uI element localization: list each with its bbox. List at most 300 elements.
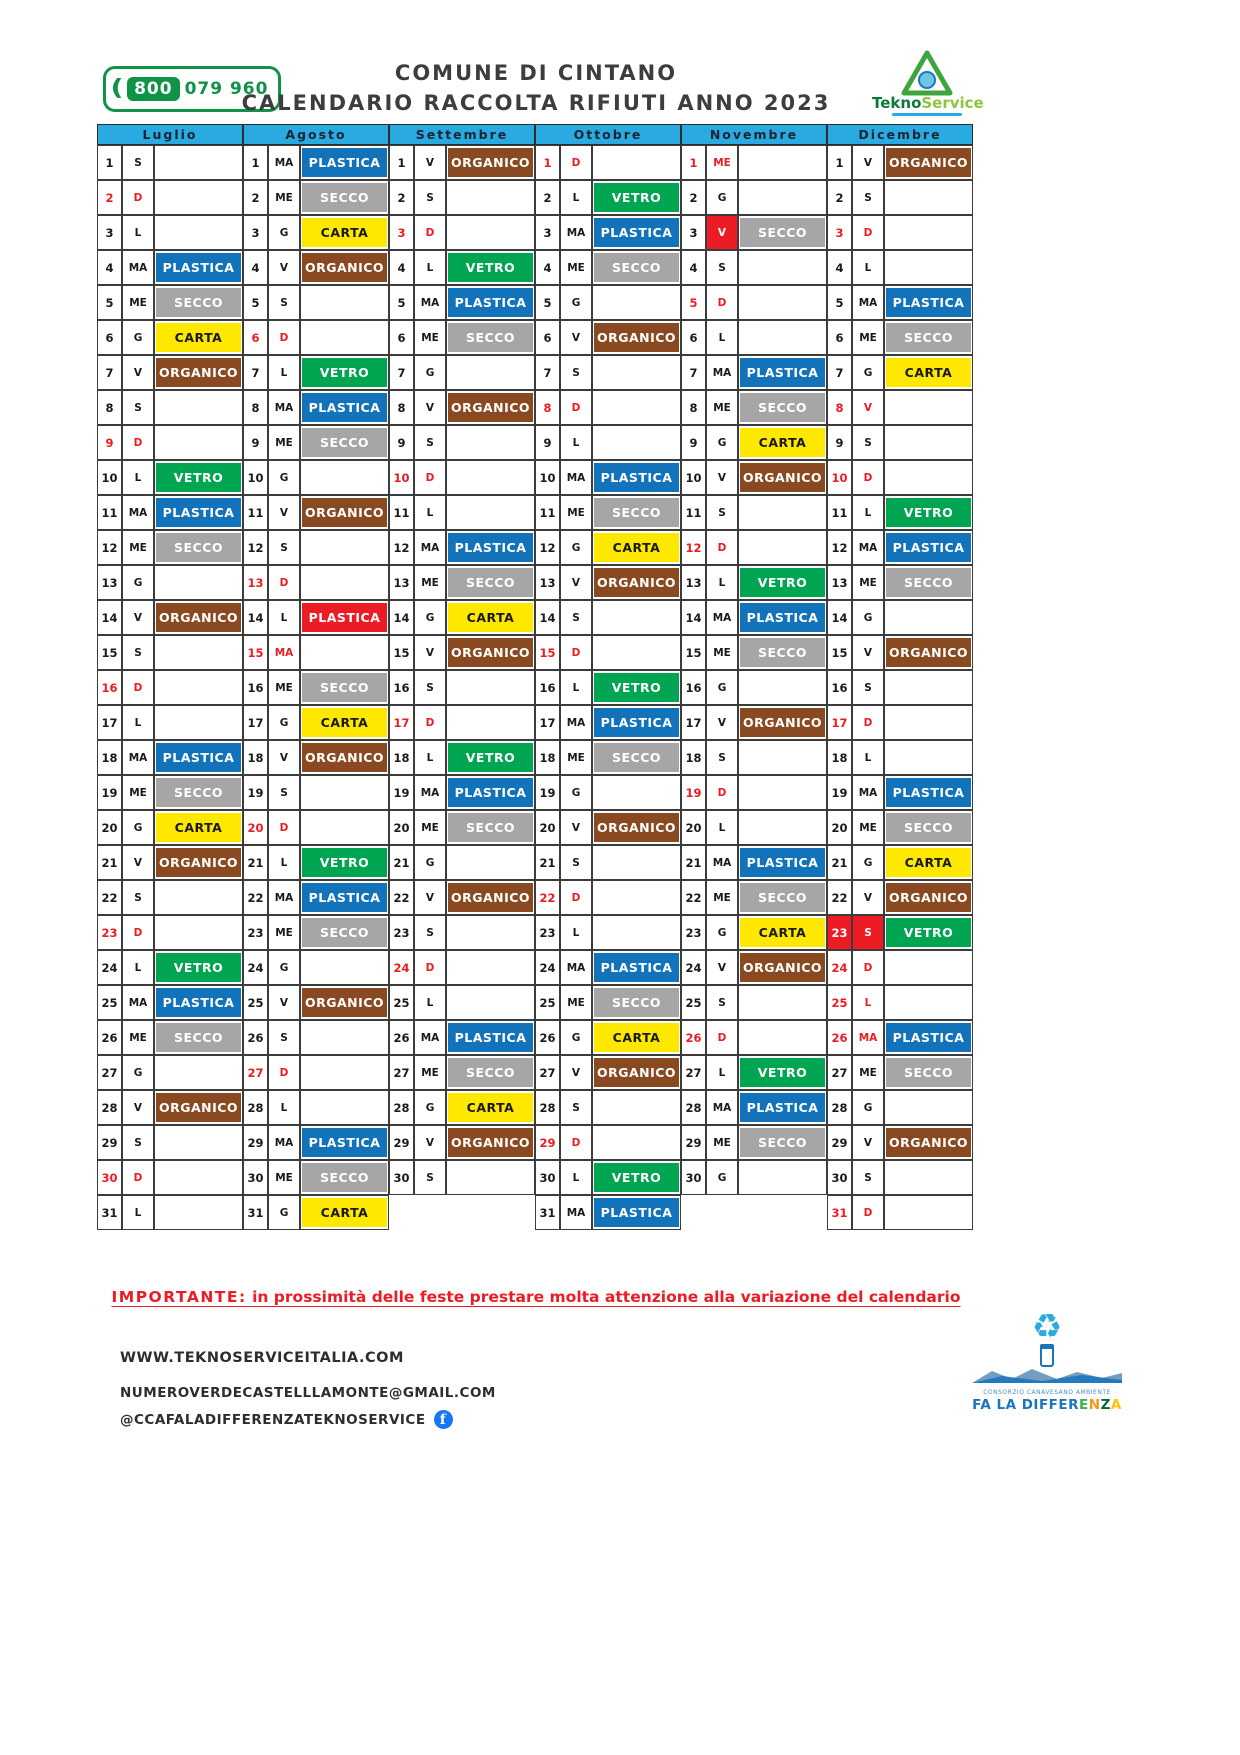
waste-cell: [592, 390, 681, 425]
waste-tag: CARTA: [740, 428, 825, 457]
waste-cell: [592, 565, 681, 600]
day-abbr-cell: D: [414, 460, 446, 495]
day-abbr-cell: G: [706, 1160, 738, 1195]
waste-cell: [154, 1055, 243, 1090]
day-abbr-cell: S: [414, 1160, 446, 1195]
day-abbr-cell: G: [560, 530, 592, 565]
waste-cell: [154, 670, 243, 705]
day-number-cell: 8: [389, 390, 414, 425]
day-number-cell: 2: [535, 180, 560, 215]
day-number-cell: 29: [97, 1125, 122, 1160]
waste-cell: [446, 880, 535, 915]
waste-cell: [154, 705, 243, 740]
day-abbr-cell: ME: [560, 985, 592, 1020]
waste-cell: [738, 915, 827, 950]
day-abbr-cell: G: [706, 915, 738, 950]
waste-cell: [738, 1090, 827, 1125]
day-number-cell: 14: [243, 600, 268, 635]
day-abbr-cell: MA: [268, 390, 300, 425]
cca-z: Z: [1100, 1397, 1111, 1413]
waste-tag: SECCO: [156, 288, 241, 317]
day-abbr-cell: MA: [268, 635, 300, 670]
waste-cell: [738, 285, 827, 320]
waste-tag: SECCO: [156, 1023, 241, 1052]
day-abbr-cell: G: [414, 845, 446, 880]
day-number-cell: 18: [535, 740, 560, 775]
waste-tag: ORGANICO: [302, 743, 387, 772]
day-number-cell: 19: [389, 775, 414, 810]
day-number-cell: 23: [97, 915, 122, 950]
day-abbr-cell: MA: [122, 740, 154, 775]
day-abbr-cell: D: [414, 950, 446, 985]
day-number-cell: 22: [681, 880, 706, 915]
day-number-cell: 25: [535, 985, 560, 1020]
day-abbr-cell: ME: [414, 1055, 446, 1090]
waste-cell: [738, 460, 827, 495]
day-number-cell: 2: [389, 180, 414, 215]
day-abbr-cell: S: [560, 1090, 592, 1125]
day-number-cell: 7: [681, 355, 706, 390]
day-number-cell: 24: [243, 950, 268, 985]
day-abbr-cell: ME: [268, 915, 300, 950]
waste-tag: CARTA: [156, 323, 241, 352]
waste-tag: ORGANICO: [886, 883, 971, 912]
waste-cell: [446, 1020, 535, 1055]
day-number-cell: 21: [535, 845, 560, 880]
day-abbr-cell: G: [268, 215, 300, 250]
day-number-cell: 28: [243, 1090, 268, 1125]
month-column: [681, 124, 827, 1230]
day-abbr-cell: V: [706, 460, 738, 495]
day-abbr-cell: MA: [122, 985, 154, 1020]
day-abbr-cell: L: [852, 250, 884, 285]
cca-e: E: [1079, 1397, 1089, 1413]
day-number-cell: 9: [97, 425, 122, 460]
waste-cell: [884, 810, 973, 845]
day-abbr-cell: D: [706, 1020, 738, 1055]
waste-cell: [154, 1125, 243, 1160]
day-abbr-cell: MA: [268, 880, 300, 915]
day-number-cell: 24: [827, 950, 852, 985]
day-number-cell: 31: [243, 1195, 268, 1230]
day-abbr-cell: S: [414, 670, 446, 705]
cca-a: A: [1110, 1397, 1122, 1413]
waste-cell: [592, 985, 681, 1020]
waste-cell: [446, 845, 535, 880]
day-number-cell: 6: [681, 320, 706, 355]
day-number-cell: 15: [243, 635, 268, 670]
waste-cell: [884, 880, 973, 915]
month-grid: [827, 145, 973, 1230]
day-abbr-cell: V: [122, 1090, 154, 1125]
month-grid: [97, 145, 243, 1230]
waste-tag: ORGANICO: [302, 498, 387, 527]
waste-cell: [300, 495, 389, 530]
waste-tag: PLASTICA: [740, 848, 825, 877]
day-abbr-cell: V: [706, 950, 738, 985]
day-abbr-cell: D: [414, 705, 446, 740]
day-number-cell: 22: [535, 880, 560, 915]
day-abbr-cell: G: [122, 565, 154, 600]
waste-cell: [884, 1055, 973, 1090]
day-number-cell: 28: [535, 1090, 560, 1125]
day-abbr-cell: V: [414, 390, 446, 425]
waste-cell: [300, 320, 389, 355]
day-number-cell: 9: [243, 425, 268, 460]
day-number-cell: 13: [243, 565, 268, 600]
day-abbr-cell: V: [414, 145, 446, 180]
day-number-cell: 23: [243, 915, 268, 950]
day-number-cell: 9: [535, 425, 560, 460]
waste-cell: [300, 1090, 389, 1125]
waste-cell: [446, 250, 535, 285]
day-number-cell: 29: [535, 1125, 560, 1160]
day-number-cell: 1: [243, 145, 268, 180]
waste-cell: [446, 215, 535, 250]
day-abbr-cell: G: [560, 775, 592, 810]
importante-warning: [97, 1288, 975, 1306]
brand-light: Service: [921, 94, 984, 112]
day-abbr-cell: L: [268, 355, 300, 390]
waste-cell: [884, 250, 973, 285]
waste-cell: [592, 250, 681, 285]
waste-tag: VETRO: [886, 498, 971, 527]
waste-cell: [300, 810, 389, 845]
day-abbr-cell: D: [852, 460, 884, 495]
waste-cell: [446, 600, 535, 635]
day-abbr-cell: ME: [706, 880, 738, 915]
day-abbr-cell: L: [122, 950, 154, 985]
day-abbr-cell: G: [414, 1090, 446, 1125]
day-number-cell: 26: [97, 1020, 122, 1055]
waste-tag: ORGANICO: [156, 358, 241, 387]
day-abbr-cell: ME: [414, 810, 446, 845]
waste-cell: [884, 845, 973, 880]
waste-tag: ORGANICO: [886, 148, 971, 177]
waste-tag: PLASTICA: [156, 988, 241, 1017]
day-number-cell: 10: [827, 460, 852, 495]
waste-tag: VETRO: [740, 1058, 825, 1087]
waste-tag: VETRO: [594, 1163, 679, 1192]
day-abbr-cell: L: [414, 740, 446, 775]
waste-cell: [592, 1160, 681, 1195]
waste-tag: SECCO: [448, 813, 533, 842]
brand-bold: Tekno: [872, 94, 922, 112]
day-number-cell: 5: [389, 285, 414, 320]
day-abbr-cell: V: [414, 880, 446, 915]
waste-cell: [154, 425, 243, 460]
day-abbr-cell: D: [122, 180, 154, 215]
waste-tag: PLASTICA: [740, 358, 825, 387]
waste-cell: [884, 1090, 973, 1125]
day-abbr-cell: ME: [560, 740, 592, 775]
waste-cell: [884, 670, 973, 705]
waste-cell: [446, 985, 535, 1020]
day-number-cell: 17: [97, 705, 122, 740]
waste-cell: [592, 740, 681, 775]
waste-cell: [300, 670, 389, 705]
waste-cell: [154, 635, 243, 670]
day-abbr-cell: G: [706, 670, 738, 705]
waste-tag: PLASTICA: [448, 288, 533, 317]
day-number-cell: 25: [827, 985, 852, 1020]
day-number-cell: 23: [535, 915, 560, 950]
day-number-cell: 29: [243, 1125, 268, 1160]
day-number-cell: 18: [827, 740, 852, 775]
day-abbr-cell: D: [706, 530, 738, 565]
day-abbr-cell: G: [122, 810, 154, 845]
day-number-cell: 31: [535, 1195, 560, 1230]
day-number-cell: 5: [535, 285, 560, 320]
day-abbr-cell: L: [852, 985, 884, 1020]
day-abbr-cell: L: [560, 670, 592, 705]
month-grid: [389, 145, 535, 1195]
waste-cell: [446, 425, 535, 460]
day-number-cell: 8: [681, 390, 706, 425]
day-number-cell: 2: [681, 180, 706, 215]
waste-cell: [592, 670, 681, 705]
day-abbr-cell: V: [706, 705, 738, 740]
waste-tag: VETRO: [740, 568, 825, 597]
waste-tag: CARTA: [594, 533, 679, 562]
waste-cell: [154, 1020, 243, 1055]
waste-cell: [154, 985, 243, 1020]
waste-cell: [738, 1020, 827, 1055]
waste-cell: [738, 845, 827, 880]
day-abbr-cell: D: [122, 425, 154, 460]
day-number-cell: 11: [243, 495, 268, 530]
day-number-cell: 11: [535, 495, 560, 530]
day-number-cell: 21: [243, 845, 268, 880]
day-number-cell: 8: [243, 390, 268, 425]
day-abbr-cell: MA: [706, 845, 738, 880]
day-number-cell: 1: [827, 145, 852, 180]
waste-cell: [884, 740, 973, 775]
day-number-cell: 21: [389, 845, 414, 880]
day-number-cell: 16: [827, 670, 852, 705]
waste-cell: [592, 180, 681, 215]
waste-tag: SECCO: [740, 1128, 825, 1157]
waste-cell: [154, 215, 243, 250]
day-abbr-cell: S: [122, 390, 154, 425]
teknoservice-wordmark: [872, 96, 982, 111]
day-abbr-cell: MA: [852, 530, 884, 565]
day-number-cell: 19: [243, 775, 268, 810]
day-number-cell: 9: [827, 425, 852, 460]
day-number-cell: 10: [535, 460, 560, 495]
month-header: Ottobre: [535, 124, 681, 145]
day-abbr-cell: G: [268, 950, 300, 985]
waste-cell: [884, 705, 973, 740]
waste-tag: SECCO: [886, 1058, 971, 1087]
day-abbr-cell: L: [268, 845, 300, 880]
day-number-cell: 2: [827, 180, 852, 215]
website-link: WWW.TEKNOSERVICEITALIA.COM: [120, 1350, 404, 1366]
day-number-cell: 25: [243, 985, 268, 1020]
waste-cell: [154, 880, 243, 915]
day-abbr-cell: ME: [852, 565, 884, 600]
day-abbr-cell: S: [268, 285, 300, 320]
waste-cell: [446, 775, 535, 810]
day-number-cell: 12: [389, 530, 414, 565]
waste-cell: [300, 460, 389, 495]
waste-cell: [884, 915, 973, 950]
day-abbr-cell: S: [560, 845, 592, 880]
day-number-cell: 10: [389, 460, 414, 495]
waste-cell: [738, 180, 827, 215]
day-abbr-cell: MA: [560, 950, 592, 985]
waste-tag: PLASTICA: [594, 708, 679, 737]
waste-tag: SECCO: [156, 778, 241, 807]
day-abbr-cell: L: [122, 705, 154, 740]
day-abbr-cell: V: [268, 985, 300, 1020]
day-number-cell: 21: [97, 845, 122, 880]
month-header: Settembre: [389, 124, 535, 145]
day-abbr-cell: ME: [706, 1125, 738, 1160]
waste-cell: [446, 145, 535, 180]
day-number-cell: 4: [535, 250, 560, 285]
waste-cell: [300, 740, 389, 775]
day-abbr-cell: S: [122, 1125, 154, 1160]
waste-tag: ORGANICO: [448, 393, 533, 422]
day-number-cell: 1: [681, 145, 706, 180]
day-number-cell: 10: [681, 460, 706, 495]
month-column: [97, 124, 243, 1230]
waste-tag: SECCO: [448, 568, 533, 597]
day-number-cell: 7: [97, 355, 122, 390]
day-number-cell: 27: [535, 1055, 560, 1090]
day-abbr-cell: D: [560, 390, 592, 425]
day-number-cell: 20: [97, 810, 122, 845]
waste-tag: CARTA: [886, 358, 971, 387]
waste-tag: SECCO: [886, 323, 971, 352]
waste-cell: [738, 320, 827, 355]
day-abbr-cell: MA: [852, 285, 884, 320]
waste-cell: [154, 600, 243, 635]
waste-cell: [738, 390, 827, 425]
day-abbr-cell: L: [414, 495, 446, 530]
waste-cell: [446, 705, 535, 740]
cca-n: N: [1088, 1397, 1101, 1413]
month-header: Dicembre: [827, 124, 973, 145]
day-number-cell: 15: [681, 635, 706, 670]
day-abbr-cell: G: [414, 355, 446, 390]
day-number-cell: 20: [681, 810, 706, 845]
waste-cell: [884, 355, 973, 390]
waste-cell: [738, 355, 827, 390]
day-number-cell: 22: [97, 880, 122, 915]
waste-tag: VETRO: [594, 183, 679, 212]
waste-tag: VETRO: [156, 463, 241, 492]
waste-cell: [446, 915, 535, 950]
day-number-cell: 28: [389, 1090, 414, 1125]
recycle-arrows-icon: ♻: [1031, 1307, 1063, 1347]
day-abbr-cell: G: [852, 845, 884, 880]
month-grid: [243, 145, 389, 1230]
waste-tag: ORGANICO: [156, 603, 241, 632]
waste-cell: [446, 355, 535, 390]
day-number-cell: 19: [97, 775, 122, 810]
day-number-cell: 14: [681, 600, 706, 635]
waste-tag: CARTA: [448, 1093, 533, 1122]
day-abbr-cell: V: [560, 565, 592, 600]
day-abbr-cell: MA: [560, 460, 592, 495]
day-abbr-cell: S: [122, 635, 154, 670]
day-abbr-cell: ME: [414, 320, 446, 355]
waste-cell: [446, 460, 535, 495]
day-number-cell: 8: [827, 390, 852, 425]
day-abbr-cell: D: [268, 565, 300, 600]
day-abbr-cell: D: [560, 1125, 592, 1160]
day-number-cell: 3: [681, 215, 706, 250]
waste-cell: [300, 285, 389, 320]
day-number-cell: 22: [389, 880, 414, 915]
day-abbr-cell: S: [122, 880, 154, 915]
day-abbr-cell: S: [268, 530, 300, 565]
waste-cell: [154, 390, 243, 425]
day-abbr-cell: S: [852, 1160, 884, 1195]
day-number-cell: 20: [535, 810, 560, 845]
day-abbr-cell: G: [268, 1195, 300, 1230]
day-number-cell: 1: [535, 145, 560, 180]
month-header: Agosto: [243, 124, 389, 145]
day-number-cell: 28: [827, 1090, 852, 1125]
waste-tag: PLASTICA: [302, 603, 387, 632]
day-number-cell: 24: [681, 950, 706, 985]
waste-tag: ORGANICO: [740, 708, 825, 737]
waste-tag: SECCO: [740, 638, 825, 667]
waste-cell: [446, 635, 535, 670]
day-number-cell: 24: [535, 950, 560, 985]
month-column: [535, 124, 681, 1230]
day-abbr-cell: L: [268, 1090, 300, 1125]
day-number-cell: 31: [97, 1195, 122, 1230]
waste-tag: SECCO: [740, 393, 825, 422]
waste-tag: ORGANICO: [448, 883, 533, 912]
waste-tag: ORGANICO: [594, 568, 679, 597]
day-number-cell: 22: [243, 880, 268, 915]
waste-tag: ORGANICO: [156, 848, 241, 877]
waste-cell: [154, 355, 243, 390]
waste-tag: PLASTICA: [156, 253, 241, 282]
day-number-cell: 17: [535, 705, 560, 740]
day-abbr-cell: ME: [706, 635, 738, 670]
waste-cell: [884, 180, 973, 215]
waste-cell: [446, 740, 535, 775]
waste-cell: [592, 285, 681, 320]
waste-cell: [884, 565, 973, 600]
day-number-cell: 27: [97, 1055, 122, 1090]
waste-tag: PLASTICA: [594, 1198, 679, 1227]
waste-cell: [154, 285, 243, 320]
day-number-cell: 13: [681, 565, 706, 600]
day-number-cell: 4: [827, 250, 852, 285]
waste-cell: [884, 1125, 973, 1160]
day-abbr-cell: ME: [122, 285, 154, 320]
day-abbr-cell: D: [560, 635, 592, 670]
waste-tag: SECCO: [594, 988, 679, 1017]
day-abbr-cell: ME: [852, 1055, 884, 1090]
waste-cell: [446, 285, 535, 320]
day-number-cell: 28: [681, 1090, 706, 1125]
day-number-cell: 23: [681, 915, 706, 950]
day-abbr-cell: L: [852, 740, 884, 775]
day-number-cell: 19: [535, 775, 560, 810]
waste-tag: VETRO: [156, 953, 241, 982]
waste-tag: PLASTICA: [594, 218, 679, 247]
waste-tag: SECCO: [302, 918, 387, 947]
waste-cell: [592, 810, 681, 845]
